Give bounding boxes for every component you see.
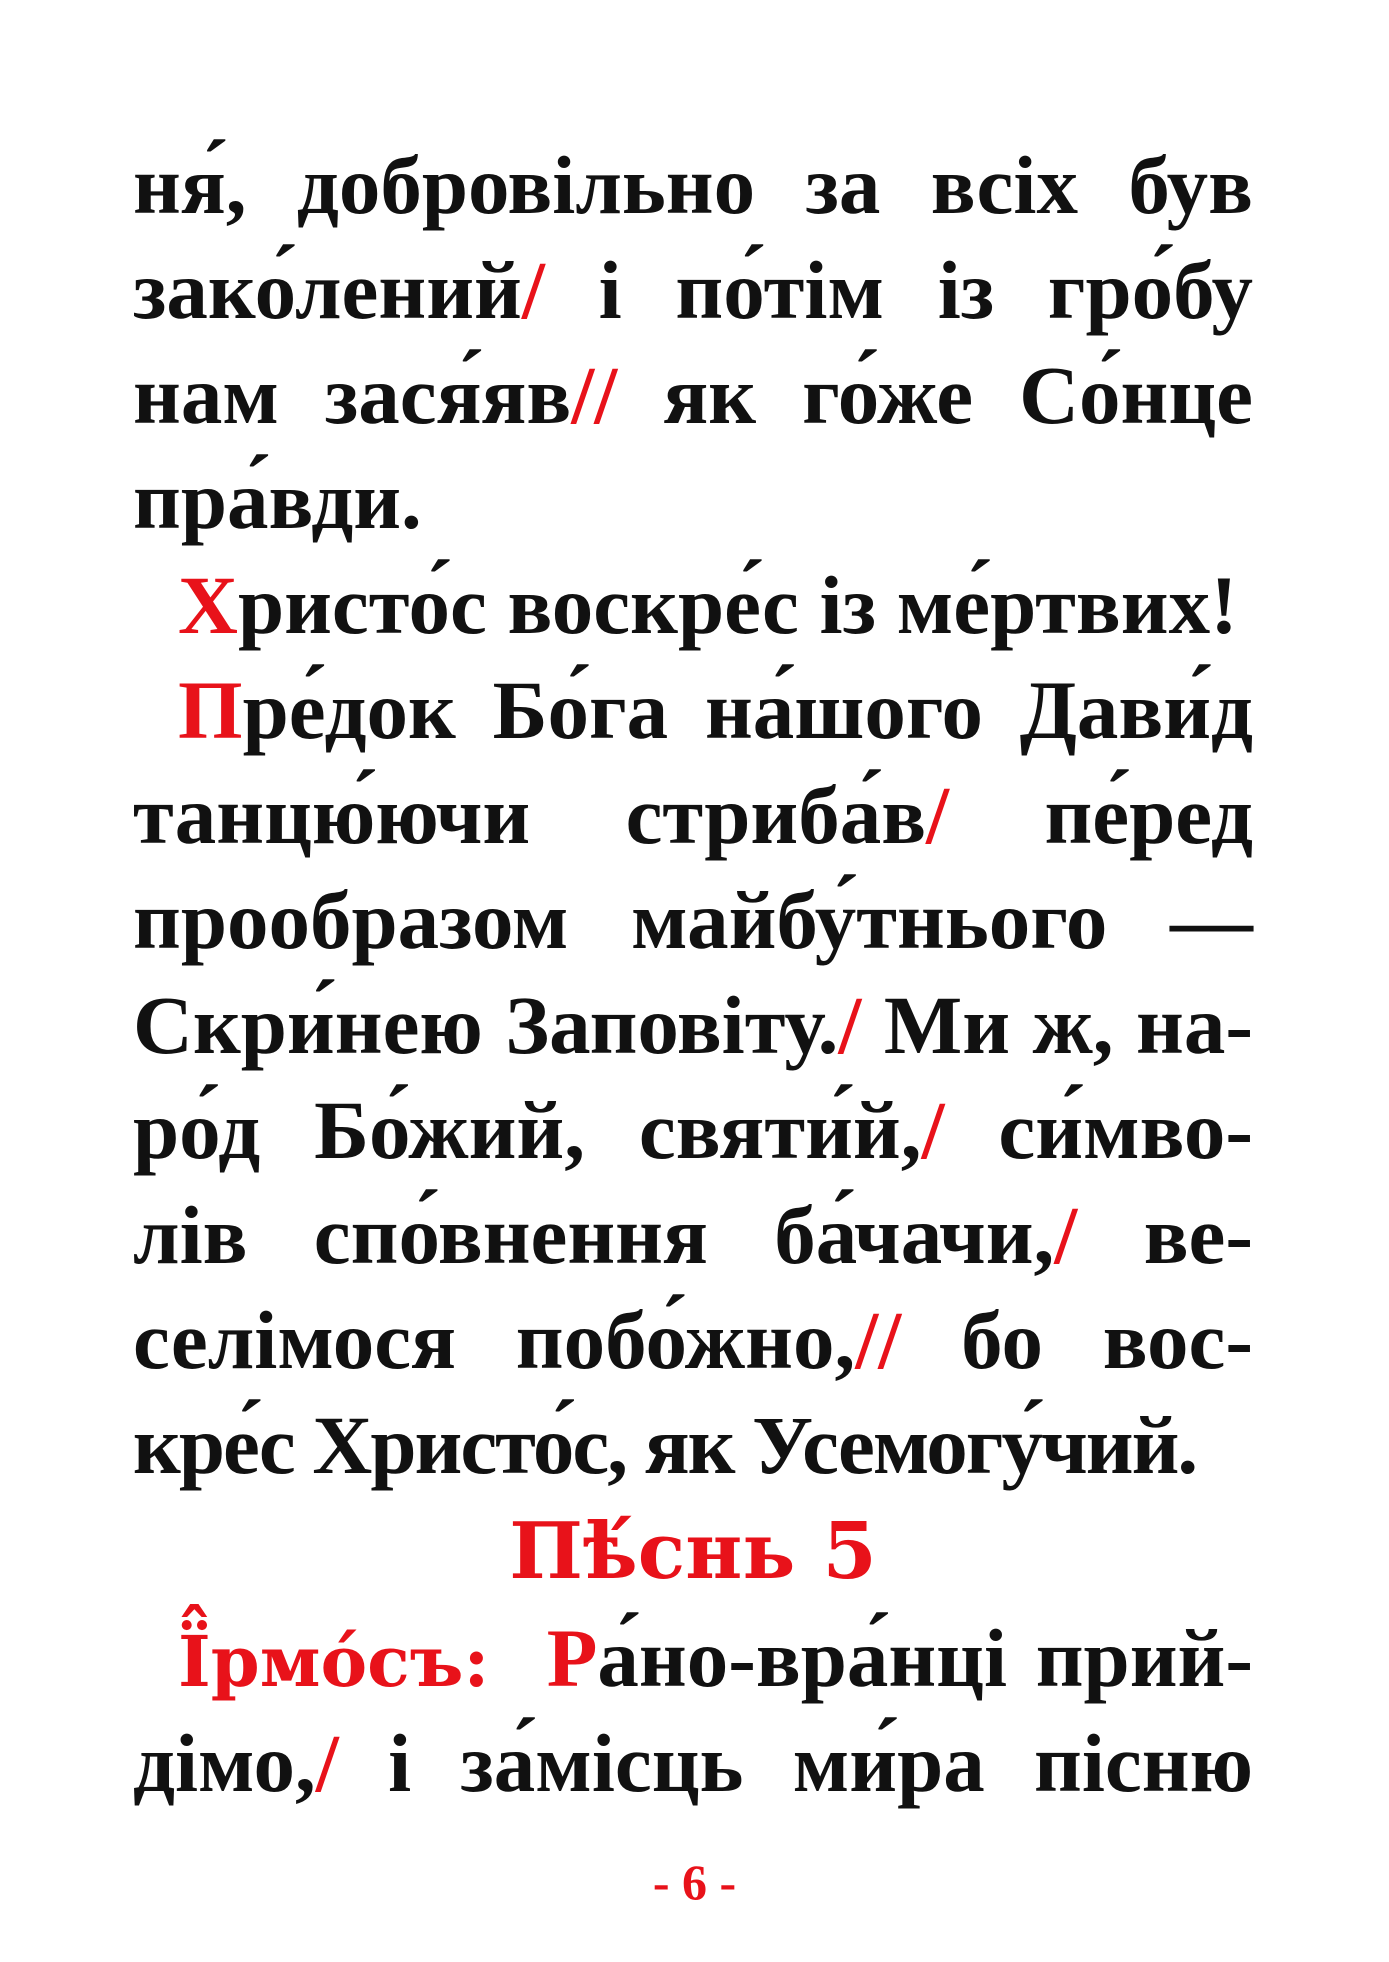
text-line-7 [133,765,1253,865]
text-line-12 [133,1290,1253,1390]
text-fragment: а́но-вра́нці прий- [597,1612,1254,1704]
irmos-label: Ї̂рмо́съ: [178,1620,490,1703]
text-line-8 [133,870,1253,970]
verse-divider: / [921,1084,945,1176]
page-number: - 6 - [652,1854,737,1910]
text-fragment: селімося побо́жно, [133,1294,856,1386]
text-fragment: кре́с Христо́с, як Усемогу́чий. [133,1399,1197,1491]
text-line-3 [133,345,1253,445]
text-fragment: прообразом майбу́тнього — [133,874,1253,966]
initial-capital: Р [546,1612,598,1704]
section-heading: Пѣ́снь 5 [509,1506,877,1597]
verse-divider: / [315,1717,339,1809]
verse-divider: / [838,979,862,1071]
verse-divider: / [521,244,545,336]
text-fragment: пра́вди. [133,454,422,546]
verse-divider: // [855,1294,902,1386]
text-fragment: і по́тім із гро́бу [544,244,1253,336]
text-line-4 [133,450,1253,550]
text-line-2 [133,240,1253,340]
text-fragment: Скри́нею Заповіту. [133,979,839,1071]
verse-divider: / [926,769,950,861]
text-fragment: бо вос- [901,1294,1254,1386]
text-line-1 [133,135,1253,235]
text-line-9 [133,975,1253,1075]
text-fragment: си́мво- [944,1084,1254,1176]
text-fragment: пе́ред [949,769,1253,861]
text-fragment: дімо, [133,1717,316,1809]
text-fragment: ня́, добровільно за всіх був [133,139,1253,231]
initial-capital: П [178,664,243,756]
initial-capital: Х [178,559,238,651]
text-fragment: зако́лений [133,244,522,336]
text-fragment: ве- [1077,1189,1253,1281]
text-fragment: і за́місць ми́ра пісню [338,1717,1253,1809]
text-line-11 [133,1185,1253,1285]
text-line-6 [178,660,1253,760]
irmos-line [178,1608,1253,1712]
text-fragment: Ми ж, на- [861,979,1253,1071]
text-fragment: ро́д Бо́жий, святи́й, [133,1084,922,1176]
text-fragment: ре́док Бо́га на́шого Дави́д [242,664,1253,756]
text-line-16 [133,1713,1253,1813]
text-line-10 [133,1080,1253,1180]
verse-divider: // [571,349,618,441]
text-fragment: нам зася́яв [133,349,572,441]
verse-divider: / [1054,1189,1078,1281]
text-fragment: ристо́с воскре́с із ме́ртвих! [237,559,1238,651]
refrain-line [178,555,1253,655]
text-fragment: танцю́ючи стриба́в [133,769,927,861]
text-fragment: як го́же Со́нце [617,349,1253,441]
text-fragment: лів спо́внення ба́чачи, [133,1189,1055,1281]
text-line-13 [133,1395,1253,1495]
